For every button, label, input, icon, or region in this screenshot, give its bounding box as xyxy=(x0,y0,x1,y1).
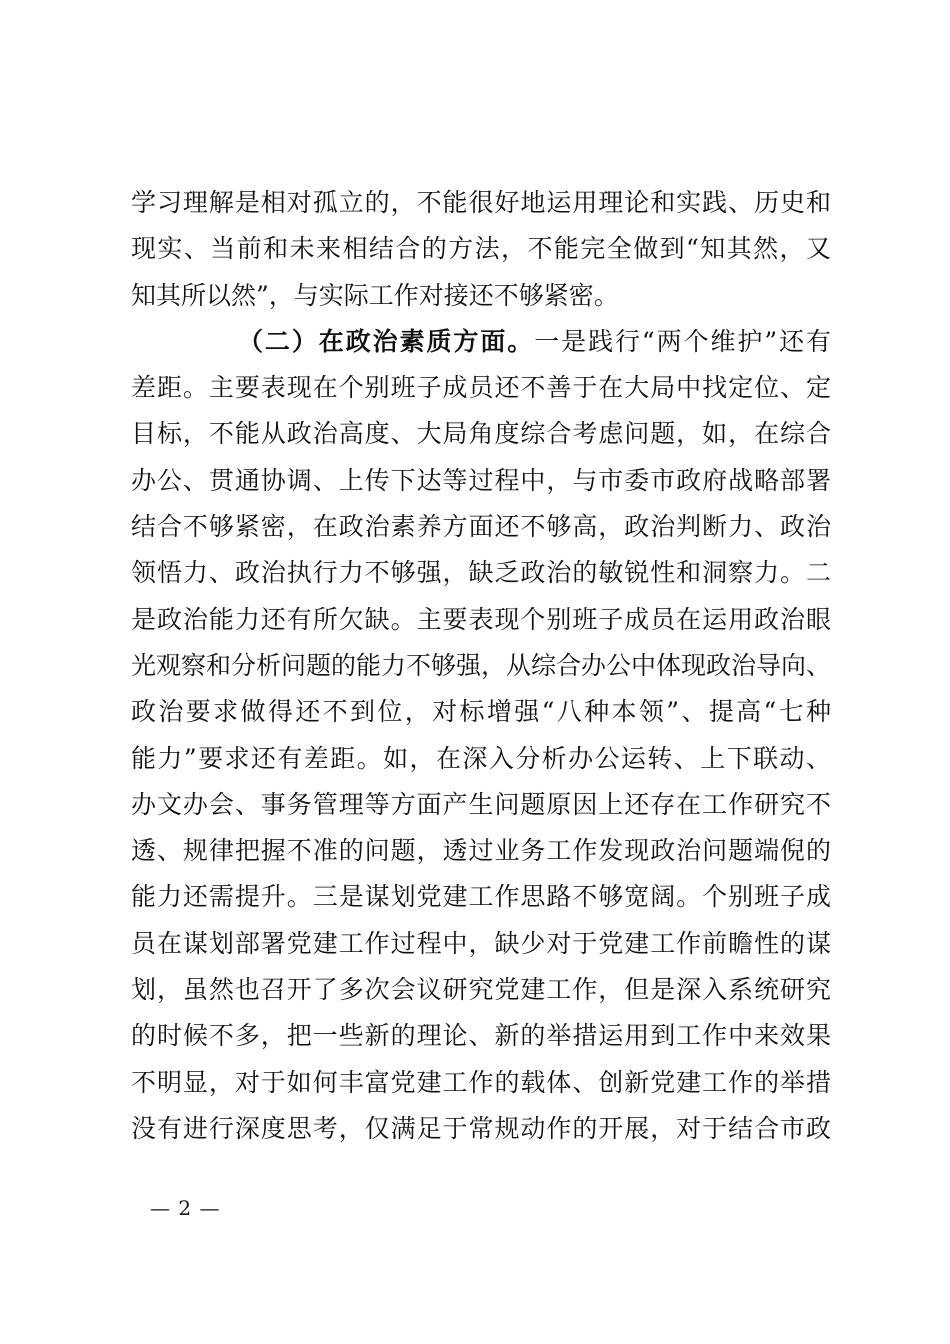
paragraph-1-line-2: 现实、当前和未来相结合的方法，不能完全做到“知其然，又 xyxy=(131,234,831,264)
paragraph-2-line: 办文办会、事务管理等方面产生问题原因上还存在工作研究不 xyxy=(131,789,831,819)
paragraph-2-line: 目标，不能从政治高度、大局角度综合考虑问题，如，在综合 xyxy=(131,419,831,449)
paragraph-2-line: 办公、贯通协调、上传下达等过程中，与市委市政府战略部署 xyxy=(131,465,831,495)
paragraph-2-line: 领悟力、政治执行力不够强，缺乏政治的敏锐性和洞察力。二 xyxy=(131,558,831,588)
paragraph-2-line: 能力还需提升。三是谋划党建工作思路不够宽阔。个别班子成 xyxy=(131,882,831,912)
paragraph-2-line: 透、规律把握不准的问题，透过业务工作发现政治问题端倪的 xyxy=(131,836,831,866)
paragraph-2-line: 员在谋划部署党建工作过程中，缺少对于党建工作前瞻性的谋 xyxy=(131,928,831,958)
paragraph-2-first-line-text: 一是践行“两个维护”还有 xyxy=(534,326,831,356)
paragraph-2-first-line xyxy=(131,319,831,365)
paragraph-2-line: 没有进行深度思考，仅满足于常规动作的开展，对于结合市政 xyxy=(131,1113,831,1143)
paragraph-2-line: 是政治能力还有所欠缺。主要表现个别班子成员在运用政治眼 xyxy=(131,604,831,634)
body-text xyxy=(131,180,831,1152)
paragraph-1-line-1: 学习理解是相对孤立的，不能很好地运用理论和实践、历史和 xyxy=(131,188,831,217)
paragraph-2-line: 能力”要求还有差距。如，在深入分析办公运转、上下联动、 xyxy=(131,743,831,773)
section-heading: （二）在政治素质方面。 xyxy=(238,326,535,356)
page-number: — 2 — xyxy=(150,1196,221,1220)
paragraph-2-line: 的时候不多，把一些新的理论、新的举措运用到工作中来效果 xyxy=(131,1021,831,1051)
paragraph-2-line: 不明显，对于如何丰富党建工作的载体、创新党建工作的举措 xyxy=(131,1067,831,1097)
paragraph-2-line: 差距。主要表现在个别班子成员还不善于在大局中找定位、定 xyxy=(131,373,831,403)
paragraph-2-line: 光观察和分析问题的能力不够强，从综合办公中体现政治导向、 xyxy=(131,650,832,680)
paragraph-1-line-3: 知其所以然”，与实际工作对接还不够紧密。 xyxy=(131,280,619,310)
paragraph-2-line: 划，虽然也召开了多次会议研究党建工作，但是深入系统研究 xyxy=(131,975,831,1005)
paragraph-2-line: 政治要求做得还不到位，对标增强“八种本领”、提高“七种 xyxy=(131,697,831,727)
paragraph-2-line: 结合不够紧密，在政治素养方面还不够高，政治判断力、政治 xyxy=(131,512,831,542)
